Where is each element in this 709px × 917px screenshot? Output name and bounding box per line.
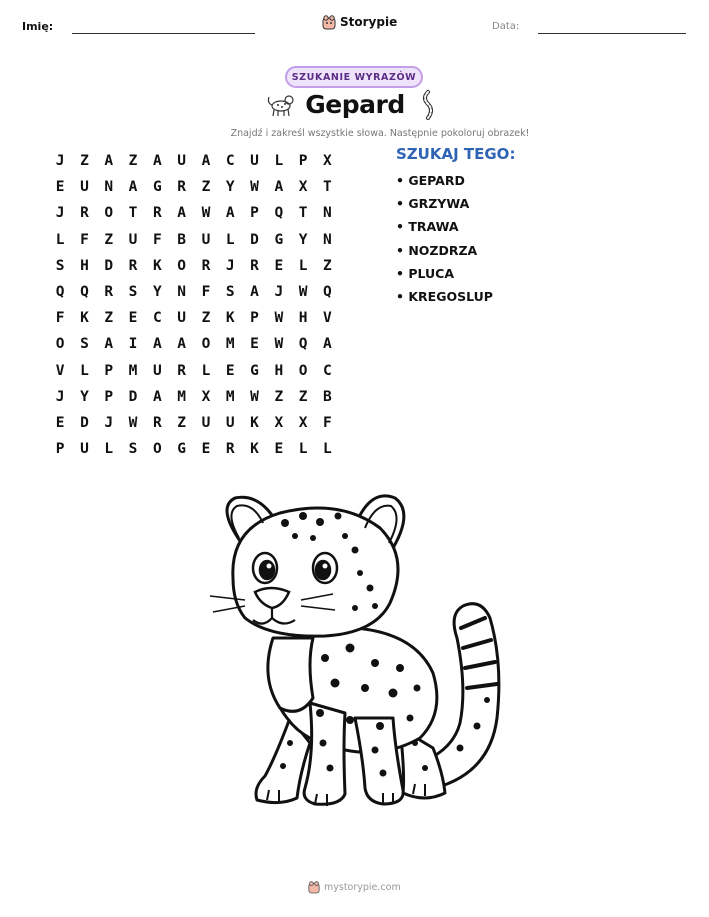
grid-cell[interactable]: N xyxy=(323,205,332,222)
grid-cell[interactable]: A xyxy=(201,153,211,170)
grid-cell[interactable]: U xyxy=(201,414,211,431)
grid-cell[interactable]: U xyxy=(80,441,89,458)
grid-cell[interactable]: S xyxy=(55,257,65,274)
word-list-title: SZUKAJ TEGO: xyxy=(396,145,516,163)
grid-cell[interactable]: E xyxy=(55,179,65,196)
cheetah-small-icon xyxy=(266,93,296,117)
grid-cell[interactable]: H xyxy=(298,310,308,327)
grid-cell[interactable]: Z xyxy=(201,179,211,196)
grid-cell[interactable]: M xyxy=(177,388,186,405)
grid-cell[interactable]: Q xyxy=(80,284,89,301)
grid-cell[interactable]: U xyxy=(250,153,259,170)
footer-url[interactable]: mystorypie.com xyxy=(324,881,401,893)
grid-cell[interactable]: P xyxy=(104,362,114,379)
grid-cell[interactable]: F xyxy=(152,231,162,248)
grid-cell[interactable]: B xyxy=(323,388,332,405)
grid-cell[interactable]: U xyxy=(177,310,186,327)
grid-cell[interactable]: Y xyxy=(152,284,162,301)
page-title: Gepard xyxy=(305,90,405,119)
grid-cell[interactable]: O xyxy=(152,441,162,458)
grid-cell[interactable]: O xyxy=(298,362,308,379)
grid-row xyxy=(48,200,340,226)
grid-cell[interactable]: U xyxy=(201,231,211,248)
grid-cell[interactable]: D xyxy=(104,257,114,274)
grid-cell[interactable]: Z xyxy=(298,388,308,405)
grid-cell[interactable]: L xyxy=(55,231,65,248)
grid-cell[interactable]: R xyxy=(225,441,235,458)
grid-cell[interactable]: H xyxy=(274,362,284,379)
date-field-line[interactable] xyxy=(538,33,686,34)
grid-cell[interactable]: R xyxy=(177,362,186,379)
grid-cell[interactable]: N xyxy=(104,179,114,196)
grid-cell[interactable]: C xyxy=(225,153,235,170)
brand-name: Storypie xyxy=(340,15,398,29)
grid-cell[interactable]: F xyxy=(323,414,332,431)
word-item: • PLUCA xyxy=(396,265,455,281)
grid-cell[interactable]: Q xyxy=(274,205,284,222)
grid-cell[interactable]: T xyxy=(298,205,308,222)
grid-cell[interactable]: L xyxy=(201,362,211,379)
grid-cell[interactable]: G xyxy=(177,441,186,458)
grid-cell[interactable]: A xyxy=(104,336,114,353)
grid-cell[interactable]: E xyxy=(225,362,235,379)
grid-cell[interactable]: F xyxy=(80,231,89,248)
grid-cell[interactable]: S xyxy=(225,284,235,301)
grid-cell[interactable]: S xyxy=(128,441,138,458)
grid-cell[interactable]: C xyxy=(152,310,162,327)
word-list xyxy=(396,172,493,311)
grid-cell[interactable]: E xyxy=(274,441,284,458)
grid-cell[interactable]: O xyxy=(104,205,114,222)
grid-cell[interactable]: M xyxy=(128,362,138,379)
grid-cell[interactable]: P xyxy=(55,441,65,458)
grid-row xyxy=(48,279,340,305)
grid-cell[interactable]: G xyxy=(152,179,162,196)
name-label: Imię: xyxy=(22,20,54,33)
grid-cell[interactable]: R xyxy=(152,205,162,222)
grid-cell[interactable]: N xyxy=(323,231,332,248)
grid-cell[interactable]: Z xyxy=(104,310,114,327)
grid-cell[interactable]: R xyxy=(104,284,114,301)
grid-cell[interactable]: D xyxy=(250,231,259,248)
grid-cell[interactable]: O xyxy=(201,336,211,353)
grid-cell[interactable]: A xyxy=(152,388,162,405)
cheetah-coloring-illustration xyxy=(205,488,515,818)
grid-cell[interactable]: U xyxy=(128,231,138,248)
grid-cell[interactable]: T xyxy=(323,179,332,196)
grid-cell[interactable]: M xyxy=(225,336,235,353)
grid-cell[interactable]: R xyxy=(80,205,89,222)
grid-cell[interactable]: A xyxy=(104,153,114,170)
grid-cell[interactable]: Q xyxy=(298,336,308,353)
grid-cell[interactable]: A xyxy=(152,153,162,170)
grid-cell[interactable]: T xyxy=(128,205,138,222)
grid-cell[interactable]: L xyxy=(298,257,308,274)
grid-cell[interactable]: W xyxy=(128,414,138,431)
grid-cell[interactable]: O xyxy=(55,336,65,353)
grid-cell[interactable]: A xyxy=(323,336,332,353)
grid-cell[interactable]: Y xyxy=(298,231,308,248)
grid-cell[interactable]: K xyxy=(250,414,259,431)
grid-cell[interactable]: W xyxy=(250,388,259,405)
grid-cell[interactable]: S xyxy=(128,284,138,301)
word-text: KREGOSLUP xyxy=(408,288,493,304)
grid-cell[interactable]: S xyxy=(80,336,89,353)
storypie-logo-icon xyxy=(322,14,336,30)
grid-cell[interactable]: C xyxy=(323,362,332,379)
grid-cell[interactable]: A xyxy=(225,205,235,222)
grid-cell[interactable]: Z xyxy=(128,153,138,170)
grid-cell[interactable]: I xyxy=(128,336,138,353)
grid-cell[interactable]: J xyxy=(55,388,65,405)
grid-row xyxy=(48,253,340,279)
grid-row xyxy=(48,436,340,462)
tail-icon xyxy=(420,90,436,120)
grid-cell[interactable]: E xyxy=(201,441,211,458)
grid-cell[interactable]: D xyxy=(128,388,138,405)
grid-cell[interactable]: F xyxy=(201,284,211,301)
grid-cell[interactable]: L xyxy=(80,362,89,379)
grid-row xyxy=(48,227,340,253)
grid-row xyxy=(48,305,340,331)
letter-grid xyxy=(48,148,340,462)
grid-cell[interactable]: P xyxy=(104,388,114,405)
word-item: • GEPARD xyxy=(396,173,465,188)
grid-cell[interactable]: L xyxy=(323,441,332,458)
word-text: NOZDRZA xyxy=(408,242,478,258)
grid-cell[interactable]: R xyxy=(250,257,259,274)
grid-cell[interactable]: J xyxy=(274,284,284,301)
grid-cell[interactable]: U xyxy=(225,414,235,431)
grid-row xyxy=(48,148,340,174)
grid-cell[interactable]: Z xyxy=(104,231,114,248)
word-item: • GRZYWA xyxy=(396,196,470,212)
grid-row xyxy=(48,358,340,384)
grid-row xyxy=(48,174,340,200)
grid-cell[interactable]: V xyxy=(55,362,65,379)
grid-cell[interactable]: U xyxy=(177,153,186,170)
grid-cell[interactable]: V xyxy=(323,310,332,327)
grid-cell[interactable]: Q xyxy=(55,284,65,301)
instructions: Znajdź i zakreśl wszystkie słowa. Następnie pokoloruj obrazek! xyxy=(230,128,530,139)
grid-cell[interactable]: L xyxy=(104,441,114,458)
grid-cell[interactable]: E xyxy=(274,257,284,274)
grid-cell[interactable]: M xyxy=(225,388,235,405)
brand-header xyxy=(322,14,397,30)
grid-cell[interactable]: X xyxy=(298,179,308,196)
grid-cell[interactable]: K xyxy=(225,310,235,327)
grid-cell[interactable]: P xyxy=(298,153,308,170)
grid-cell[interactable]: A xyxy=(274,179,284,196)
grid-cell[interactable]: X xyxy=(298,414,308,431)
footer xyxy=(308,880,401,894)
grid-cell[interactable]: N xyxy=(177,284,186,301)
grid-cell[interactable]: P xyxy=(250,205,259,222)
grid-cell[interactable]: X xyxy=(201,388,211,405)
grid-cell[interactable]: D xyxy=(80,414,89,431)
grid-cell[interactable]: K xyxy=(250,441,259,458)
grid-cell[interactable]: R xyxy=(128,257,138,274)
category-badge: SZUKANIE WYRAZÓW xyxy=(285,66,423,88)
name-field-line[interactable] xyxy=(72,33,255,34)
grid-cell[interactable]: J xyxy=(55,205,65,222)
grid-cell[interactable]: F xyxy=(55,310,65,327)
grid-row xyxy=(48,331,340,357)
grid-cell[interactable]: W xyxy=(250,179,259,196)
word-item: • NOZDRZA xyxy=(396,242,478,258)
grid-cell[interactable]: Z xyxy=(201,310,211,327)
grid-cell[interactable]: A xyxy=(128,179,138,196)
grid-cell[interactable]: B xyxy=(177,231,186,248)
grid-cell[interactable]: U xyxy=(152,362,162,379)
grid-cell[interactable]: J xyxy=(104,414,114,431)
grid-cell[interactable]: G xyxy=(250,362,259,379)
grid-cell[interactable]: R xyxy=(201,257,211,274)
grid-cell[interactable]: W xyxy=(298,284,308,301)
grid-cell[interactable]: U xyxy=(80,179,89,196)
grid-cell[interactable]: Q xyxy=(323,284,332,301)
grid-cell[interactable]: K xyxy=(152,257,162,274)
grid-cell[interactable]: E xyxy=(55,414,65,431)
grid-cell[interactable]: R xyxy=(177,179,186,196)
grid-cell[interactable]: G xyxy=(274,231,284,248)
grid-cell[interactable]: A xyxy=(250,284,259,301)
grid-cell[interactable]: L xyxy=(298,441,308,458)
word-text: TRAWA xyxy=(408,219,459,235)
grid-cell[interactable]: J xyxy=(225,257,235,274)
grid-cell[interactable]: A xyxy=(177,205,186,222)
grid-cell[interactable]: Y xyxy=(225,179,235,196)
grid-cell[interactable]: Z xyxy=(80,153,89,170)
grid-cell[interactable]: Y xyxy=(80,388,89,405)
grid-cell[interactable]: E xyxy=(128,310,138,327)
word-text: GRZYWA xyxy=(408,196,470,212)
word-item: • KREGOSLUP xyxy=(396,288,493,304)
grid-cell[interactable]: K xyxy=(80,310,89,327)
grid-cell[interactable]: R xyxy=(152,414,162,431)
grid-cell[interactable]: X xyxy=(323,153,332,170)
grid-cell[interactable]: Z xyxy=(274,388,284,405)
grid-cell[interactable]: X xyxy=(274,414,284,431)
grid-cell[interactable]: H xyxy=(80,257,89,274)
grid-cell[interactable]: Z xyxy=(177,414,186,431)
grid-cell[interactable]: E xyxy=(250,336,259,353)
grid-cell[interactable]: A xyxy=(177,336,186,353)
grid-cell[interactable]: Z xyxy=(323,257,332,274)
word-text: PLUCA xyxy=(408,265,455,281)
word-text: GEPARD xyxy=(408,173,465,188)
grid-cell[interactable]: O xyxy=(177,257,186,274)
grid-cell[interactable]: L xyxy=(274,153,284,170)
storypie-logo-icon xyxy=(308,880,320,894)
grid-cell[interactable]: P xyxy=(250,310,259,327)
grid-cell[interactable]: J xyxy=(55,153,65,170)
word-item: • TRAWA xyxy=(396,219,459,235)
grid-cell[interactable]: W xyxy=(274,336,284,353)
grid-cell[interactable]: W xyxy=(201,205,211,222)
grid-cell[interactable]: W xyxy=(274,310,284,327)
date-label: Data: xyxy=(492,21,520,32)
grid-cell[interactable]: A xyxy=(152,336,162,353)
grid-row xyxy=(48,384,340,410)
grid-cell[interactable]: L xyxy=(225,231,235,248)
grid-row xyxy=(48,410,340,436)
